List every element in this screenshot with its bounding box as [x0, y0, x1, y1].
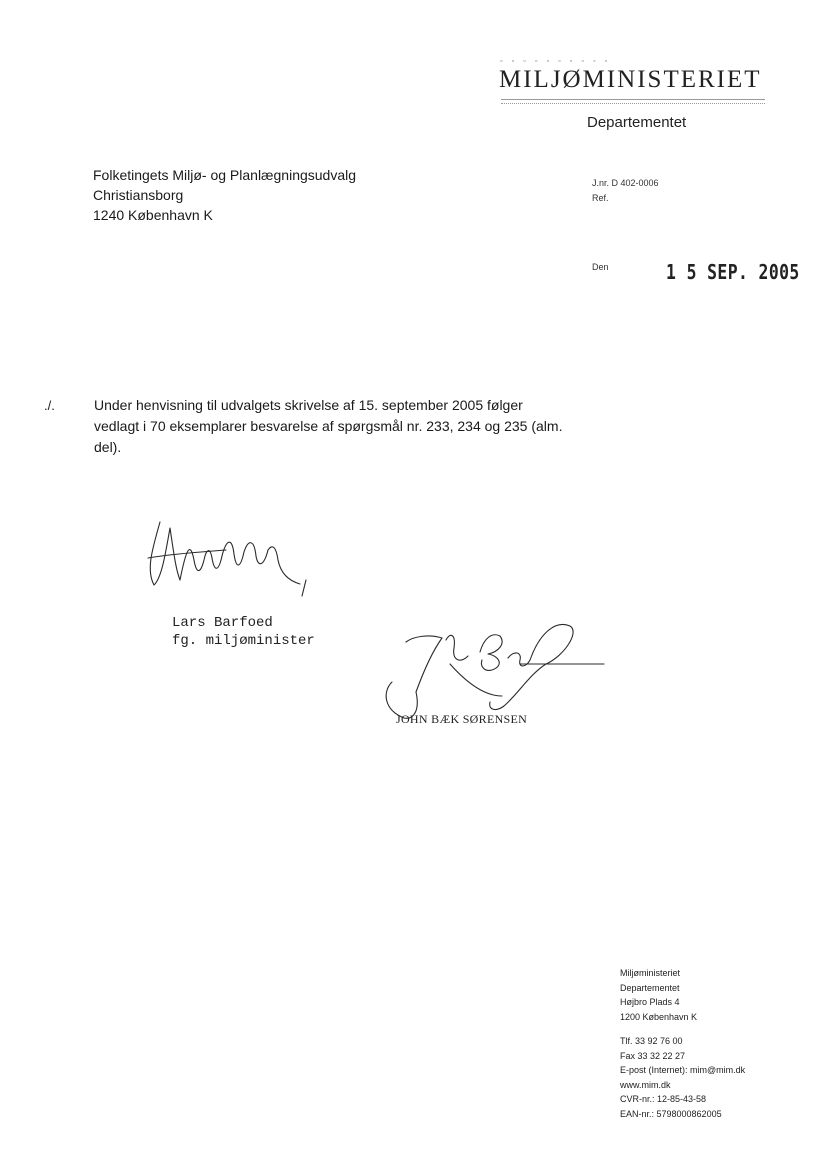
footer-dept: Departementet	[620, 982, 680, 993]
footer-email[interactable]: E-post (Internet): mim@mim.dk	[620, 1065, 746, 1075]
footer-org: Miljøministeriet	[620, 968, 681, 978]
ministry-logo: MILJØMINISTERIET	[499, 66, 762, 93]
footer-street: Højbro Plads 4	[620, 997, 680, 1007]
footer-contact	[620, 966, 745, 1121]
letter-body: Under henvisning til udvalgets skrivelse af 15. september 2005 følger vedlagt i 70 eksemplarer besvarelse af spørgsmål nr. 233, 234 og 235 (alm. del).	[94, 397, 563, 455]
signature-john-baek-sorensen	[380, 612, 610, 722]
enclosure-mark: ./.	[44, 398, 55, 413]
recipient-line-3: 1240 København K	[93, 207, 213, 223]
logo-dots: ▫ ▫ ▫ ▫ ▫ ▫ ▫ ▫ ▫ ▫	[500, 58, 611, 65]
footer-cvr: CVR-nr.: 12-85-43-58	[620, 1094, 707, 1104]
journal-number: J.nr. D 402-0006	[592, 178, 659, 188]
footer-ean: EAN-nr.: 5798000862005	[620, 1108, 722, 1119]
ref-label: Ref.	[592, 193, 609, 203]
logo-rule	[501, 99, 765, 104]
footer-city: 1200 København K	[620, 1011, 698, 1022]
recipient-line-2: Christiansborg	[93, 187, 184, 203]
footer-web[interactable]: www.mim.dk	[620, 1079, 671, 1090]
signatory-1-name: Lars Barfoed	[172, 615, 273, 631]
date-stamp: 1 5 SEP. 2005	[666, 260, 800, 284]
date-label: Den	[592, 262, 609, 272]
footer-fax: Fax 33 32 22 27	[620, 1050, 686, 1061]
signatory-2-name: JOHN BÆK SØRENSEN	[396, 712, 528, 726]
signature-lars-barfoed	[140, 510, 320, 600]
signatory-1-title: fg. miljøminister	[172, 633, 315, 649]
department-heading: Departementet	[587, 114, 687, 131]
recipient-line-1: Folketingets Miljø- og Planlægningsudvalg	[93, 167, 357, 183]
recipient-address	[93, 165, 356, 225]
footer-phone: Tlf. 33 92 76 00	[620, 1036, 683, 1046]
